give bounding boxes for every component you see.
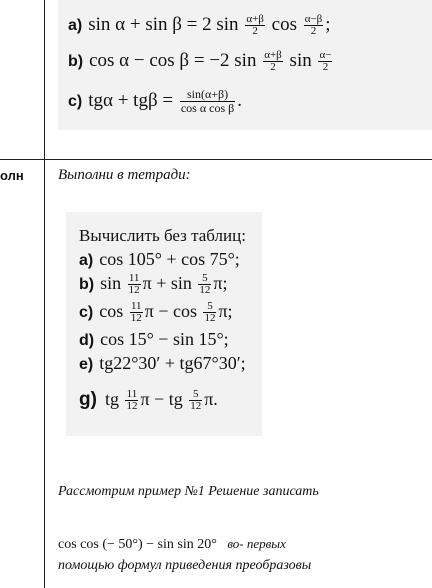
formula-a-frac2: $\frac{\alpha-\beta}{2}$ [304, 13, 323, 38]
formula-a-frac1: $\frac{\alpha+\beta}{2}$ [246, 13, 264, 38]
formula-line-c: c) tgα + tgβ = $\frac{\sin(\alpha+\beta)}{\text{cos α cos β}}$ . [68, 87, 242, 115]
formula-b-left: cos α − cos β = −2 sin [89, 50, 257, 71]
task-c-frac1: $\frac{11}{12}$ [130, 300, 142, 325]
formula-label-b: b) [68, 53, 84, 70]
formula-b-frac2: $\frac{\alpha-}{2}$ [319, 49, 332, 74]
task-box [66, 212, 262, 436]
formula-label-c: c) [68, 92, 83, 110]
example-note-2: помощью формул приведения преобразовы [58, 558, 312, 573]
task-item-b: b) sin $\frac{11}{12}$ π + sin $\frac{5}{12}$ π; [79, 272, 228, 297]
task-item-d: d) cos 15° − sin 15°; [79, 329, 229, 349]
task-item-g: g) tg $\frac{11}{12}$ π − tg $\frac{5}{12}$ π. [79, 388, 218, 413]
task-b-frac1: $\frac{11}{12}$ [128, 272, 140, 297]
left-column-label: олн [0, 168, 24, 183]
task-prompt: Выполни в тетради: [58, 167, 191, 183]
formula-a-cos: cos [271, 14, 297, 35]
task-item-c: c) cos $\frac{11}{12}$ π − cos $\frac{5}{12}$ π; [79, 300, 233, 325]
formula-label-a: a) [68, 17, 83, 34]
formula-line-b [68, 50, 334, 73]
task-g-frac1: $\frac{11}{12}$ [126, 388, 138, 413]
formula-b-sin: sin [289, 50, 312, 71]
task-item-e: e) tg22°30′ + tg67°30′; [79, 353, 246, 373]
task-c-frac2: $\frac{5}{12}$ [204, 300, 216, 325]
example-formula: cos cos (− 50°) − sin sin 20° [58, 537, 217, 552]
task-title: Вычислить без таблиц: [79, 226, 246, 245]
formula-c-left: tgα + tgβ = [88, 89, 174, 111]
task-g-frac2: $\frac{5}{12}$ [190, 388, 202, 413]
formula-a-left: sin α + sin β = 2 sin [88, 14, 239, 35]
formula-line-a: a) sin α + sin β = 2 sin $\frac{\alpha+\beta}{2}$ cos $\frac{\alpha-\beta}{2}$ ; [68, 13, 331, 38]
task-item-a: a) cos 105° + cos 75°; [79, 249, 240, 269]
example-heading: Рассмотрим пример №1 Решение записать [58, 484, 319, 499]
example-note-1: во- первых [227, 536, 286, 551]
formula-box [58, 0, 432, 130]
formula-c-frac: $\frac{\sin(\alpha+\beta)}{\text{cos α cos β}}$ [180, 87, 235, 115]
table-vertical-divider [44, 0, 45, 588]
task-b-frac2: $\frac{5}{12}$ [199, 272, 211, 297]
example-formula-line [58, 536, 286, 553]
table-horizontal-divider [0, 159, 432, 160]
formula-b-frac1: $\frac{\alpha+\beta}{2}$ [264, 49, 282, 74]
